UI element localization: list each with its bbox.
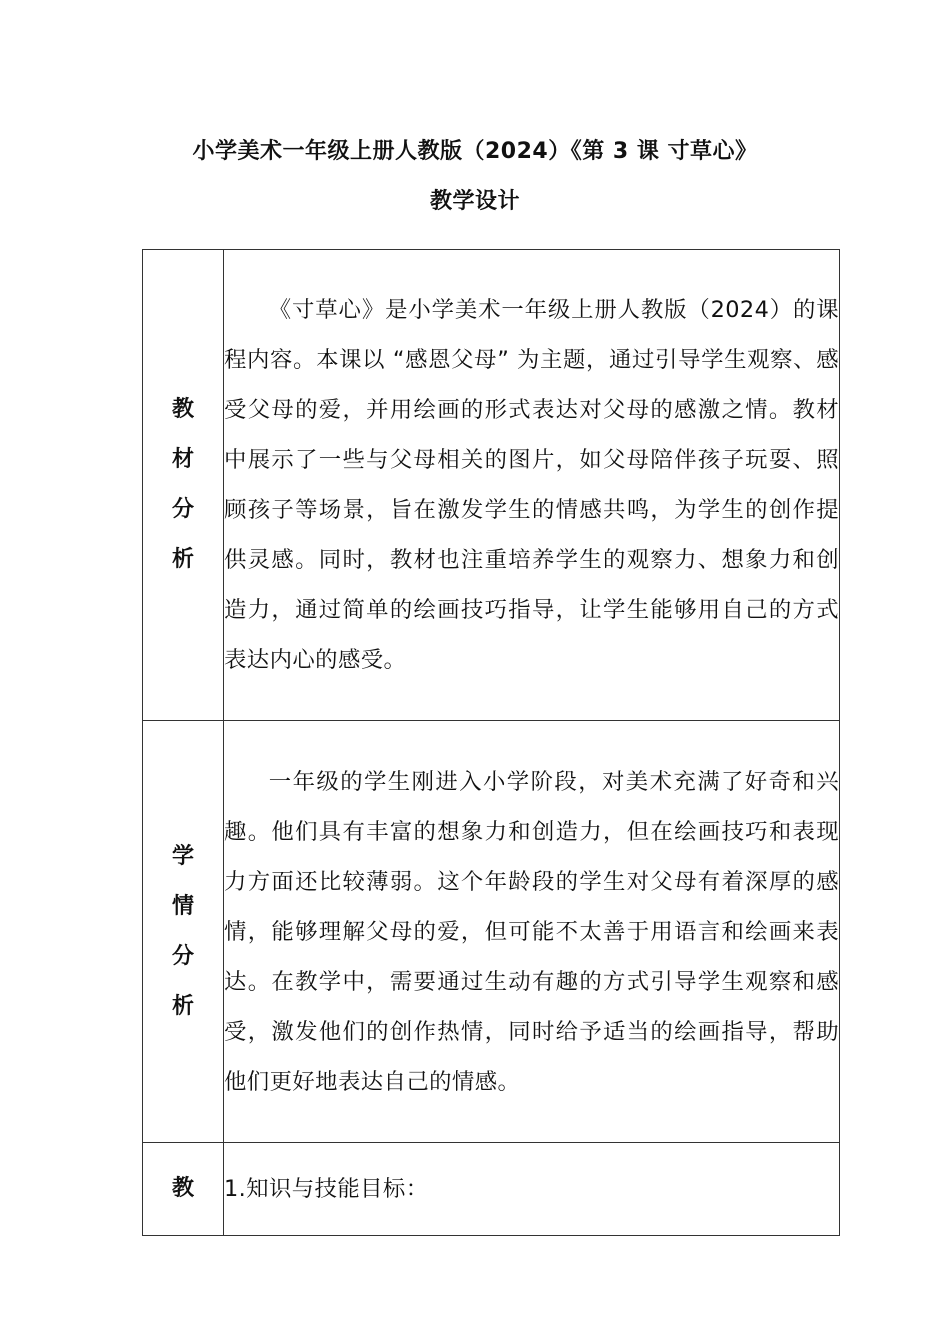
section-content-cell xyxy=(224,250,840,721)
label-char: 材 xyxy=(171,447,194,472)
table-row-student-analysis xyxy=(143,721,840,1143)
document-subtitle: 教学设计 xyxy=(429,189,520,214)
table-row-textbook-analysis xyxy=(143,250,840,721)
label-char: 分 xyxy=(171,497,194,522)
section-content-cell xyxy=(224,1143,840,1236)
label-char: 学 xyxy=(171,843,194,869)
section-label xyxy=(172,1164,194,1214)
section-label-cell xyxy=(143,250,224,721)
table-row-teaching-goals xyxy=(143,1143,840,1236)
section-label-cell xyxy=(143,721,224,1143)
section-text: 1.知识与技能目标： xyxy=(224,1176,429,1202)
document-title: 小学美术一年级上册人教版（2024）《第 3 课 寸草心》 xyxy=(192,139,758,164)
label-char: 教 xyxy=(171,1176,194,1201)
section-label xyxy=(172,385,194,585)
label-char: 析 xyxy=(171,547,194,572)
label-char: 教 xyxy=(171,397,194,422)
label-char: 情 xyxy=(171,893,194,919)
label-char: 析 xyxy=(171,993,194,1019)
section-content-cell xyxy=(224,721,840,1143)
lesson-plan-table xyxy=(142,249,840,1236)
section-text: 《寸草心》是小学美术一年级上册人教版（2024）的课程内容。本课以 “感恩父母” 为主题，通过引导学生观察、感受父母的爱，并用绘画的形式表达对父母的感激之情。教材中展示了一些与父母相关的图片，如父母陪伴孩子玩耍、照顾孩子等场景，旨在激发学生的情感共鸣，为学生的创作提供灵感。同时，教材也注重培养学生的观察力、想象力和创造力，通过简单的绘画技巧指导，让学生能够用自己的方式表达内心的感受。 xyxy=(224,297,839,673)
section-label-cell xyxy=(143,1143,224,1236)
section-text: 一年级的学生刚进入小学阶段，对美术充满了好奇和兴趣。他们具有丰富的想象力和创造力，但在绘画技巧和表现力方面还比较薄弱。这个年龄段的学生对父母有着深厚的感情，能够理解父母的爱，但可能不太善于用语言和绘画来表达。在教学中，需要通过生动有趣的方式引导学生观察和感受，激发他们的创作热情，同时给予适当的绘画指导，帮助他们更好地表达自己的情感。 xyxy=(224,768,839,1095)
section-label xyxy=(172,832,194,1032)
label-char: 分 xyxy=(171,943,194,969)
